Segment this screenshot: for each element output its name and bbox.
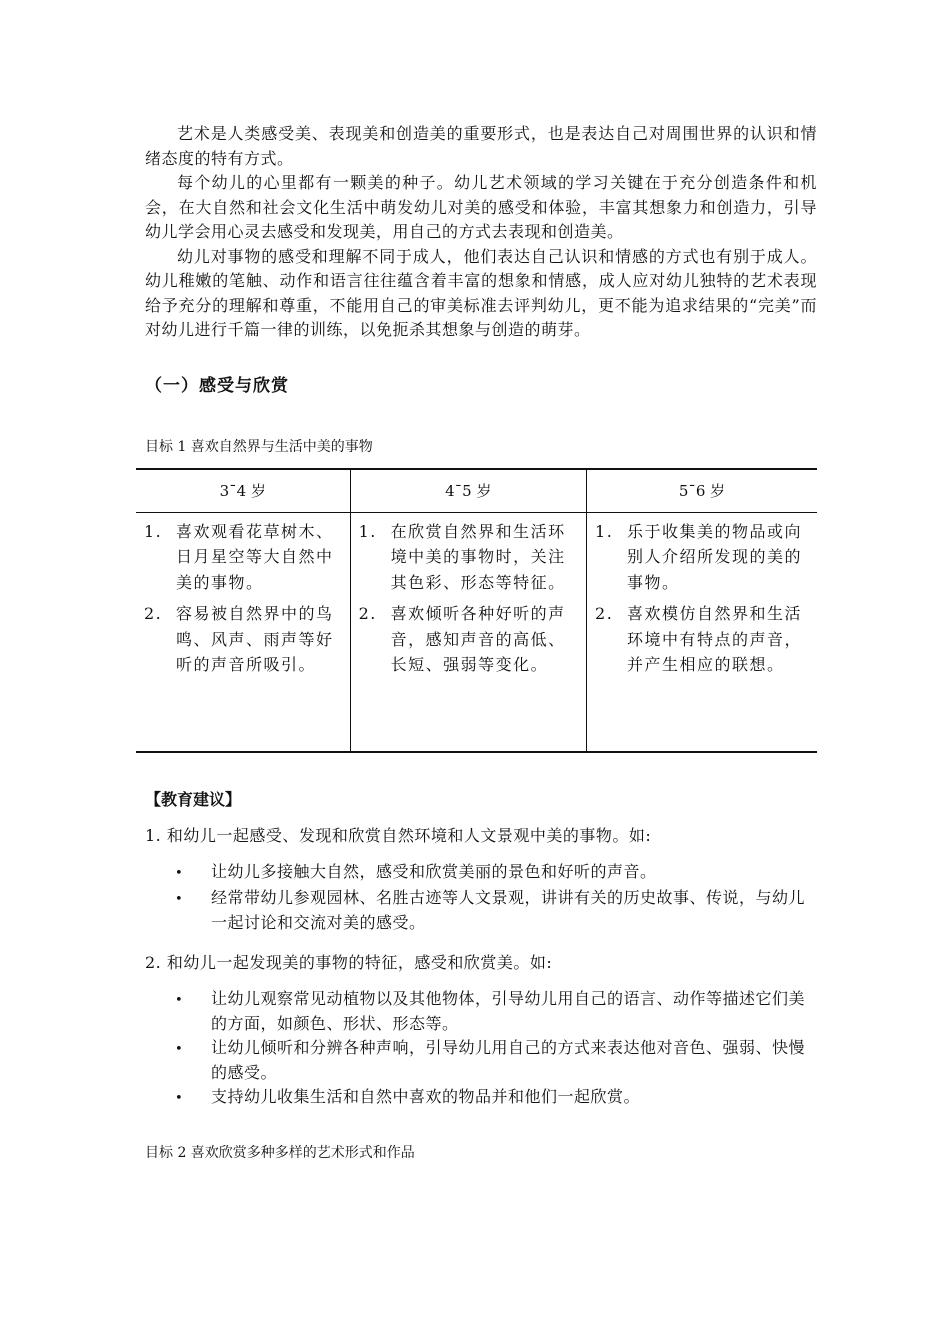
bullet-icon	[145, 987, 211, 1036]
item-number: 1.	[358, 521, 377, 541]
item-number: 1.	[595, 521, 614, 541]
goal-2-caption: 目标 2 喜欢欣赏多种多样的艺术形式和作品	[145, 1144, 415, 1161]
goal-cell-3-4	[136, 512, 350, 752]
goal-item	[359, 601, 578, 678]
item-text: 在欣赏自然界和生活环境中美的事物时，关注其色彩、形态等特征。	[390, 521, 566, 592]
advice-group-1-list	[145, 860, 817, 936]
advice-group-2-list	[145, 987, 817, 1112]
goal-item	[144, 601, 342, 678]
advice-group-2-intro: 2. 和幼儿一起发现美的事物的特征，感受和欣赏美。如:	[145, 953, 553, 972]
item-number: 2.	[358, 604, 377, 623]
goal-item	[144, 519, 342, 596]
item-number: 1.	[144, 521, 163, 541]
intro-paragraph-2: 每个幼儿的心里都有一颗美的种子。幼儿艺术领域的学习关键在于充分创造条件和机会，在大自然和社会文化生活中萌发幼儿对美的感受和体验，丰富其想象力和创造力，引导幼儿学会用心灵去感受和发现美，用自己的方式去表现和创造美。	[145, 173, 817, 241]
bullet-text: 让幼儿倾听和分辨各种声响，引导幼儿用自己的方式来表达他对音色、强弱、快慢的感受。	[211, 1038, 806, 1082]
list-item	[145, 1036, 817, 1085]
goal-cell-4-5	[350, 512, 586, 752]
item-text: 容易被自然界中的鸟鸣、风声、雨声等好听的声音所吸引。	[176, 604, 334, 674]
item-text: 喜欢观看花草树木、日月星空等大自然中美的事物。	[176, 521, 334, 592]
list-item	[145, 860, 817, 887]
bullet-text: 支持幼儿收集生活和自然中喜欢的物品并和他们一起欣赏。	[211, 1087, 641, 1106]
advice-group-1-intro: 1. 和幼儿一起感受、发现和欣赏自然环境和人文景观中美的事物。如:	[145, 825, 652, 845]
bullet-text: 经常带幼儿参观园林、名胜古迹等人文景观，讲讲有关的历史故事、传说，与幼儿一起讨论和交流对美的感受。	[211, 888, 806, 932]
age-header-5-6: 5¯6 岁	[587, 469, 817, 513]
age-header-3-4: 3¯4 岁	[136, 469, 350, 513]
bullet-text: 让幼儿多接触大自然，感受和欣赏美丽的景色和好听的声音。	[211, 861, 657, 881]
bullet-icon	[145, 1036, 211, 1085]
list-item	[145, 886, 817, 935]
bullet-icon	[145, 860, 211, 887]
item-number: 2.	[144, 604, 163, 623]
goal-item	[595, 519, 809, 596]
age-header-4-5: 4¯5 岁	[350, 469, 586, 513]
goal-cell-5-6	[587, 512, 817, 752]
goal-item	[595, 601, 809, 678]
list-item	[145, 987, 817, 1036]
bullet-text: 让幼儿观察常见动植物以及其他物体，引导幼儿用自己的语言、动作等描述它们美的方面，如颜色、形状、形态等。	[211, 989, 806, 1033]
advice-title: 【教育建议】	[145, 789, 242, 809]
goal-1-caption: 目标 1 喜欢自然界与生活中美的事物	[145, 438, 373, 455]
bullet-icon	[145, 886, 211, 935]
intro-paragraph-3: 幼儿对事物的感受和理解不同于成人，他们表达自己认识和情感的方式也有别于成人。幼儿稚嫩的笔触、动作和语言往往蕴含着丰富的想象和情感，成人应对幼儿独特的艺术表现给予充分的理解和尊重，不能用自己的审美标准去评判幼儿，更不能为追求结果的“完美”而对幼儿进行千篇一律的训练，以免扼杀其想象与创造的萌芽。	[145, 246, 817, 339]
list-item	[145, 1085, 817, 1112]
document-page	[145, 122, 817, 1162]
bullet-icon	[145, 1085, 211, 1112]
item-text: 乐于收集美的物品或向别人介绍所发现的美的事物。	[627, 521, 803, 592]
goal-item	[359, 519, 578, 596]
goal-1-table	[136, 468, 817, 753]
item-text: 喜欢倾听各种好听的声音，感知声音的高低、长短、强弱等变化。	[390, 604, 566, 674]
intro-paragraph-1: 艺术是人类感受美、表现美和创造美的重要形式，也是表达自己对周围世界的认识和情绪态度的特有方式。	[145, 124, 817, 168]
item-number: 2.	[595, 604, 614, 623]
item-text: 喜欢模仿自然界和生活环境中有特点的声音，并产生相应的联想。	[627, 604, 803, 674]
section-title: （一）感受与欣赏	[145, 375, 289, 396]
